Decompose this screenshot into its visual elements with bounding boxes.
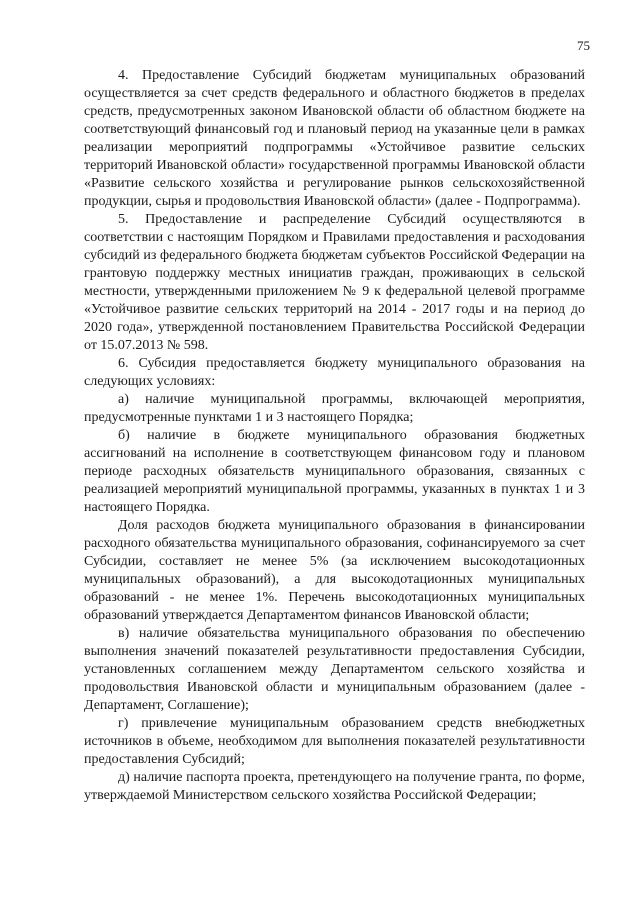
paragraph-5: 5. Предоставление и распределение Субсидий осуществляются в соответствии с настоящим Порядком и Правилами предоставления и расходования субсидий из федерального бюджета бюджетам субъектов Российской Федерации на грантовую поддержку местных инициатив граждан, проживающих в сельской местности, утвержденными приложением № 9 к федеральной целевой программе «Устойчивое развитие сельских территорий на 2014 - 2017 годы и на период до 2020 года», утвержденной постановлением Правительства Российской Федерации от 15.07.2013 № 598. <box>84 212 585 353</box>
paragraph-6d: д) наличие паспорта проекта, претендующего на получение гранта, по форме, утверждаемой Министерством сельского хозяйства Российской Федерации; <box>84 770 585 803</box>
page-number: 75 <box>577 38 590 53</box>
document-body <box>84 67 585 805</box>
paragraph-6b: б) наличие в бюджете муниципального образования бюджетных ассигнований на исполнение в соответствующем финансовом году и плановом периоде расходных обязательств муниципального образования, связанных с реализацией мероприятий муниципальной программы, указанных в пунктах 1 и 3 настоящего Порядка. <box>84 428 585 515</box>
paragraph-6a: а) наличие муниципальной программы, включающей мероприятия, предусмотренные пунктами 1 и 3 настоящего Порядка; <box>84 392 585 425</box>
paragraph-6v: в) наличие обязательства муниципального образования по обеспечению выполнения значений показателей результативности предоставления Субсидии, установленных соглашением между Департаментом сельского хозяйства и продовольствия Ивановской области и муниципальным образованием (далее - Департамент, Соглашение); <box>84 626 585 713</box>
paragraph-share: Доля расходов бюджета муниципального образования в финансировании расходного обязательства муниципального образования, софинансируемого за счет Субсидии, составляет не менее 5% (за исключением высокодотационных муниципальных образований), а для высокодотационных муниципальных образований - не менее 1%. Перечень высокодотационных муниципальных образований утверждается Департаментом финансов Ивановской области; <box>84 518 585 623</box>
paragraph-6: 6. Субсидия предоставляется бюджету муниципального образования на следующих условиях: <box>84 356 585 389</box>
paragraph-6g: г) привлечение муниципальным образованием средств внебюджетных источников в объеме, необходимом для выполнения показателей результативности предоставления Субсидий; <box>84 716 585 767</box>
paragraph-4: 4. Предоставление Субсидий бюджетам муниципальных образований осуществляется за счет средств федерального и областного бюджетов в пределах средств, предусмотренных законом Ивановской области об областном бюджете на соответствующий финансовый год и плановый период на указанные цели в рамках реализации мероприятий подпрограммы «Устойчивое развитие сельских территорий Ивановской области» государственной программы Ивановской области «Развитие сельского хозяйства и регулирование рынков сельскохозяйственной продукции, сырья и продовольствия Ивановской области» (далее - Подпрограмма). <box>84 68 585 209</box>
